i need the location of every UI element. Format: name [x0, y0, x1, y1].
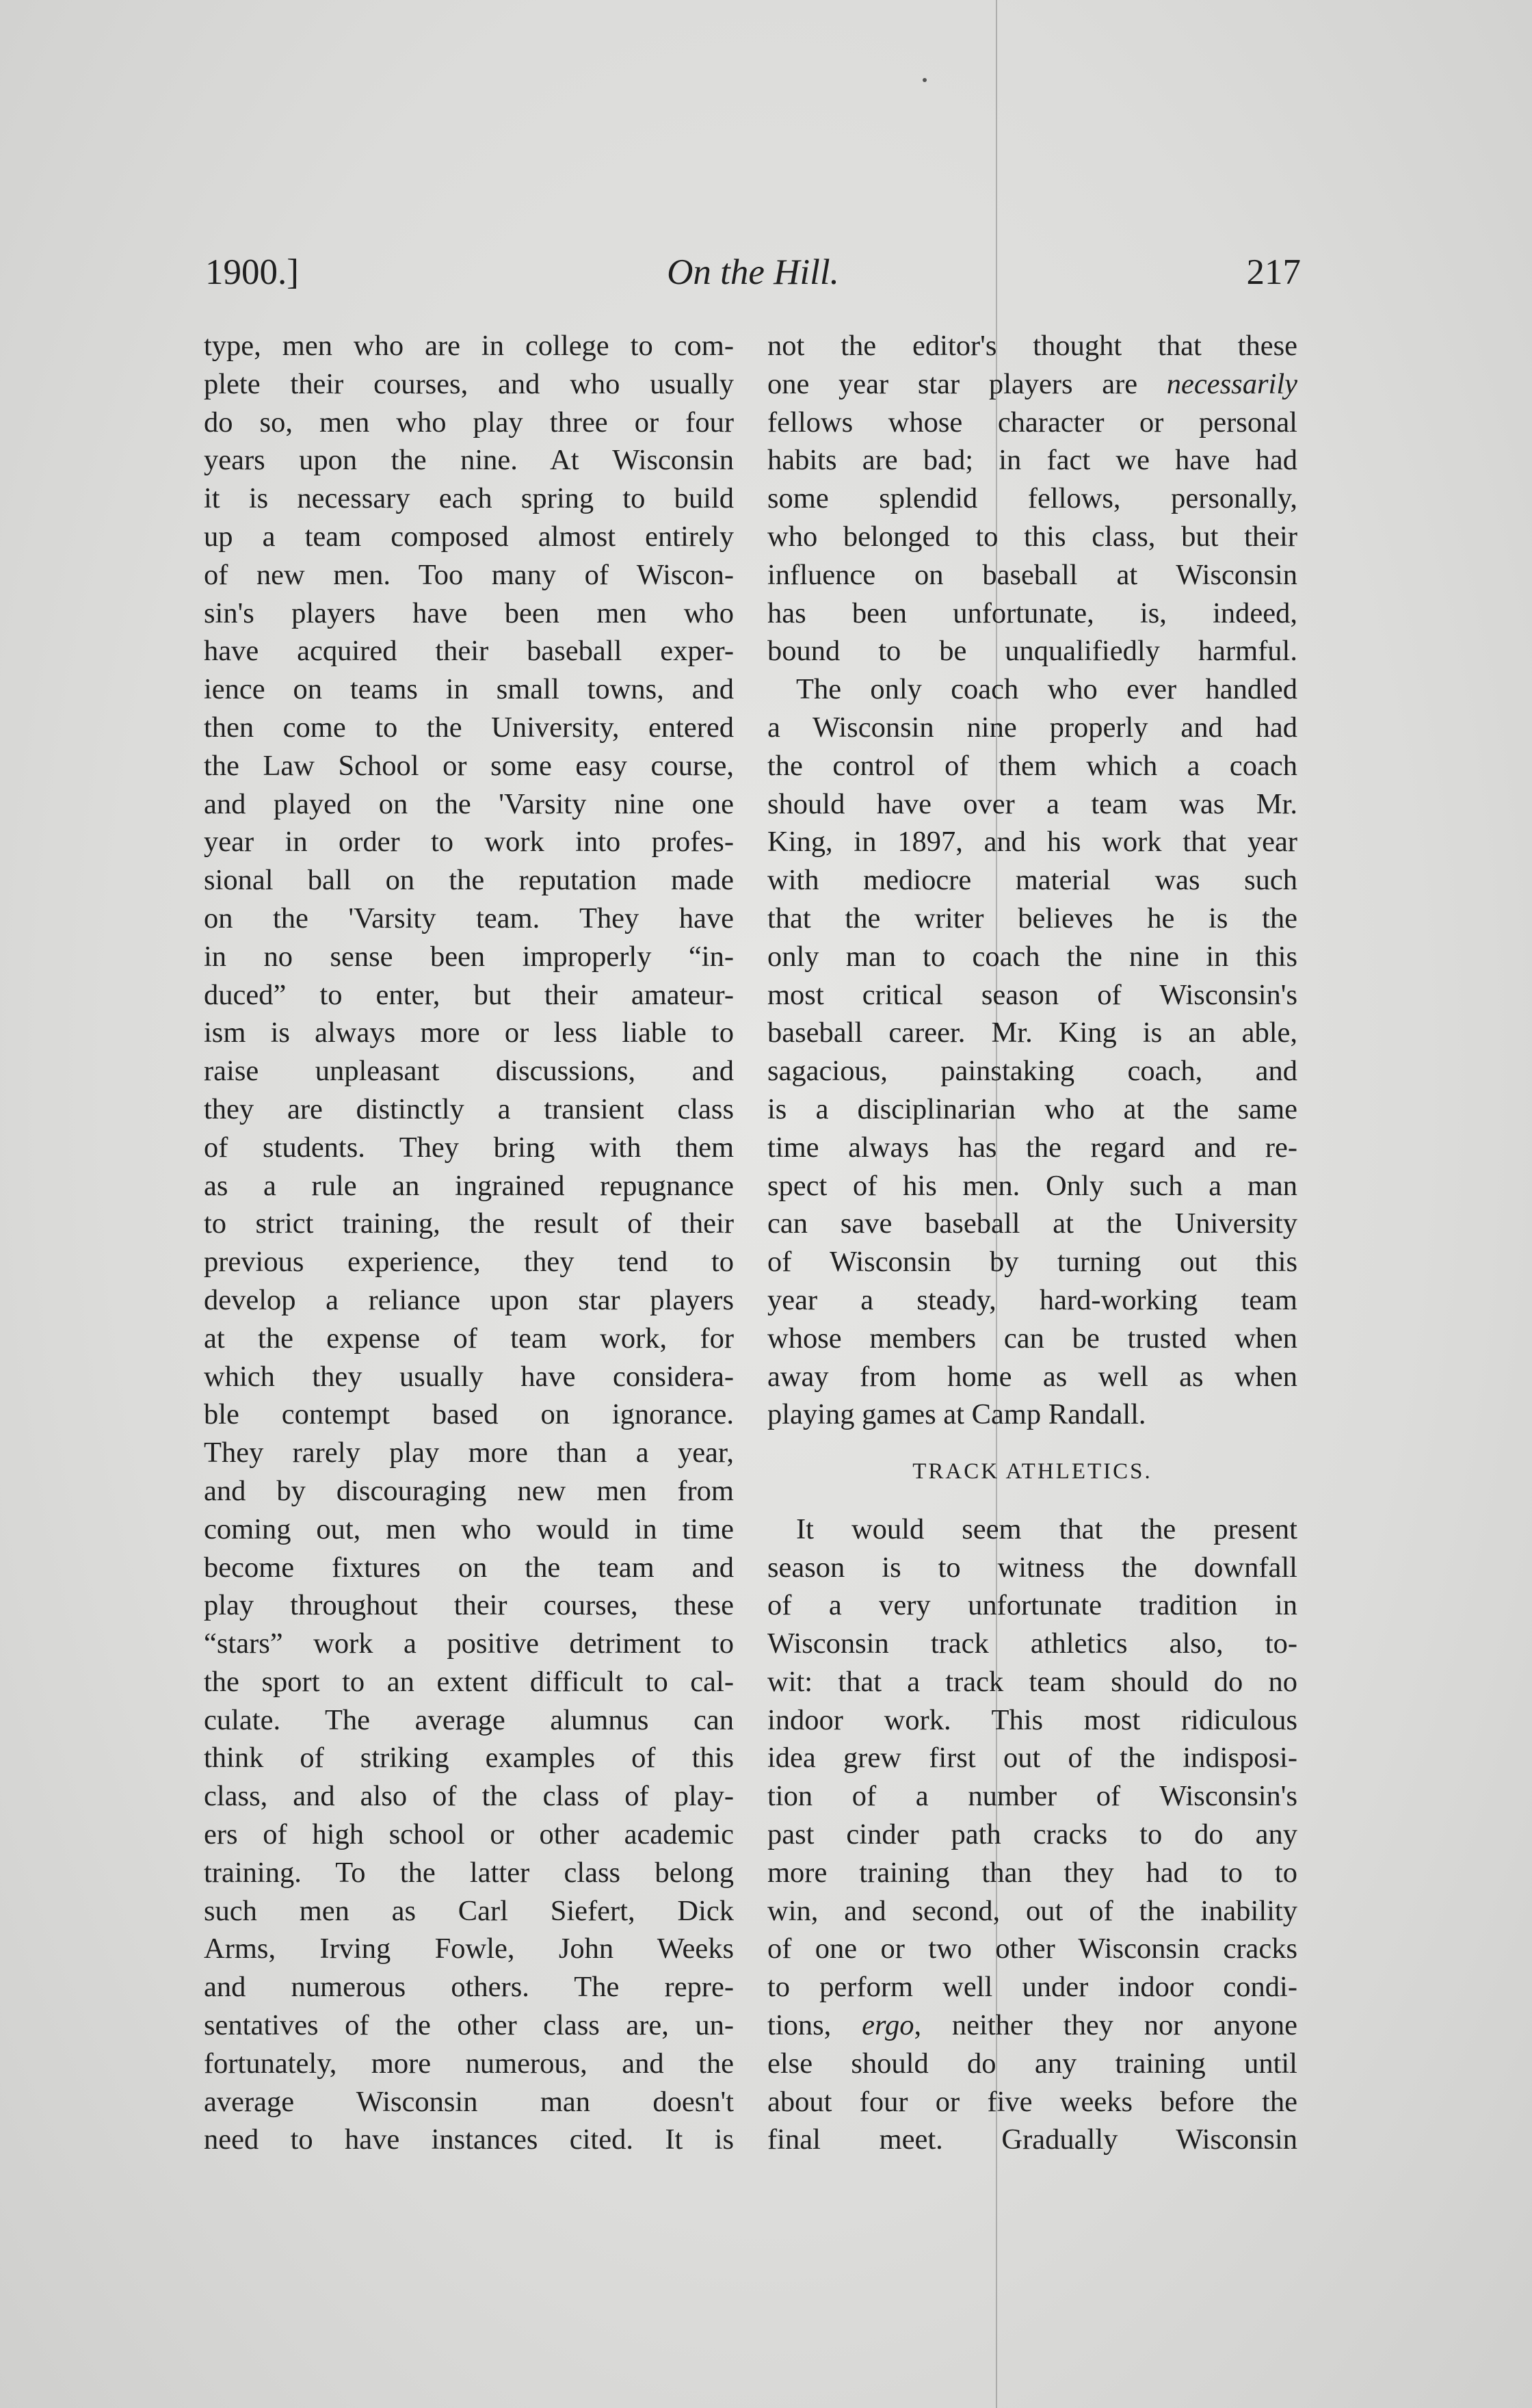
text-line: have acquired their baseball exper-: [204, 635, 734, 668]
text-line: playing games at Camp Randall.: [767, 1398, 1146, 1431]
header-title: On the Hill.: [667, 252, 839, 292]
running-header: [205, 252, 1301, 306]
text-line: is a disciplinarian who at the same: [767, 1092, 1297, 1125]
text-line: do so, men who play three or four: [204, 406, 734, 439]
text-line: win, and second, out of the inability: [767, 1894, 1297, 1927]
text-line: not the editor's thought that these: [767, 330, 1297, 362]
text-line: season is to witness the downfall: [767, 1551, 1297, 1584]
text-line: a Wisconsin nine properly and had: [767, 711, 1297, 744]
text-line: should have over a team was Mr.: [767, 787, 1297, 820]
text-line: duced” to enter, but their amateur-: [204, 978, 734, 1011]
text-line: about four or five weeks before the: [767, 2085, 1297, 2118]
text-line: past cinder path cracks to do any: [767, 1818, 1297, 1851]
text-line: of one or two other Wisconsin cracks: [767, 1933, 1297, 1965]
text-line: ers of high school or other academic: [204, 1818, 734, 1851]
text-line: years upon the nine. At Wisconsin: [204, 444, 734, 477]
text-line: tions, ergo, neither they nor anyone: [767, 2009, 1297, 2042]
text-line: it is necessary each spring to build: [204, 482, 734, 515]
text-line: fellows whose character or personal: [767, 406, 1297, 439]
text-line: “stars” work a positive detriment to: [204, 1627, 734, 1660]
header-year: 1900.]: [205, 252, 299, 292]
text-line: and numerous others. The repre-: [204, 1971, 734, 2004]
text-line: wit: that a track team should do no: [767, 1665, 1297, 1698]
text-line: to strict training, the result of their: [204, 1207, 734, 1240]
text-line: who belonged to this class, but their: [767, 520, 1297, 553]
text-line: on the 'Varsity team. They have: [204, 902, 734, 934]
text-line: King, in 1897, and his work that year: [767, 826, 1297, 859]
text-line: has been unfortunate, is, indeed,: [767, 597, 1297, 629]
text-line: year a steady, hard-working team: [767, 1283, 1297, 1316]
text-line: away from home as well as when: [767, 1360, 1297, 1393]
text-line: need to have instances cited. It is: [204, 2123, 734, 2156]
text-line: the sport to an extent difficult to cal-: [204, 1665, 734, 1698]
page-number: 217: [1246, 252, 1301, 292]
text-line: It would seem that the present: [796, 1513, 1297, 1545]
text-line: habits are bad; in fact we have had: [767, 444, 1297, 477]
text-line: average Wisconsin man doesn't: [204, 2085, 734, 2118]
text-line: only man to coach the nine in this: [767, 940, 1297, 973]
text-line: to perform well under indoor condi-: [767, 1971, 1297, 2004]
text-line: sin's players have been men who: [204, 597, 734, 629]
text-line: sentatives of the other class are, un-: [204, 2009, 734, 2042]
text-line: one year star players are necessarily: [767, 367, 1297, 400]
text-line: at the expense of team work, for: [204, 1322, 734, 1354]
text-line: training. To the latter class belong: [204, 1856, 734, 1889]
text-line: become fixtures on the team and: [204, 1551, 734, 1584]
text-line: the control of them which a coach: [767, 749, 1297, 782]
text-line: else should do any training until: [767, 2047, 1297, 2080]
left-column: [204, 327, 734, 2159]
text-line: and by discouraging new men from: [204, 1474, 734, 1507]
text-line: up a team composed almost entirely: [204, 520, 734, 553]
text-line: of a very unfortunate tradition in: [767, 1589, 1297, 1622]
text-line: of new men. Too many of Wiscon-: [204, 558, 734, 591]
text-line: the Law School or some easy course,: [204, 749, 734, 782]
text-line: sagacious, painstaking coach, and: [767, 1055, 1297, 1088]
text-line: Arms, Irving Fowle, John Weeks: [204, 1933, 734, 1965]
text-line: in no sense been improperly “in-: [204, 940, 734, 973]
text-line: final meet. Gradually Wisconsin: [767, 2123, 1297, 2156]
text-line: coming out, men who would in time: [204, 1513, 734, 1545]
text-line: previous experience, they tend to: [204, 1246, 734, 1279]
ink-speck: [923, 78, 927, 82]
text-line: culate. The average alumnus can: [204, 1703, 734, 1736]
text-line: ism is always more or less liable to: [204, 1017, 734, 1049]
text-line: that the writer believes he is the: [767, 902, 1297, 934]
text-line: class, and also of the class of play-: [204, 1780, 734, 1813]
text-line: of Wisconsin by turning out this: [767, 1246, 1297, 1279]
text-line: then come to the University, entered: [204, 711, 734, 744]
text-line: of students. They bring with them: [204, 1131, 734, 1164]
text-line: idea grew first out of the indisposi-: [767, 1742, 1297, 1775]
text-line: more training than they had to to: [767, 1856, 1297, 1889]
text-line: some splendid fellows, personally,: [767, 482, 1297, 515]
text-line: with mediocre material was such: [767, 864, 1297, 897]
text-line: develop a reliance upon star players: [204, 1283, 734, 1316]
text-line: can save baseball at the University: [767, 1207, 1297, 1240]
text-line: They rarely play more than a year,: [204, 1437, 734, 1469]
text-line: plete their courses, and who usually: [204, 367, 734, 400]
section-heading: TRACK ATHLETICS.: [912, 1459, 1152, 1484]
text-line: fortunately, more numerous, and the: [204, 2047, 734, 2080]
text-line: they are distinctly a transient class: [204, 1092, 734, 1125]
text-line: sional ball on the reputation made: [204, 864, 734, 897]
text-line: ience on teams in small towns, and: [204, 673, 734, 706]
text-line: time always has the regard and re-: [767, 1131, 1297, 1164]
text-line: baseball career. Mr. King is an able,: [767, 1017, 1297, 1049]
text-line: The only coach who ever handled: [796, 673, 1297, 706]
text-line: whose members can be trusted when: [767, 1322, 1297, 1354]
text-line: raise unpleasant discussions, and: [204, 1055, 734, 1088]
text-line: type, men who are in college to com-: [204, 330, 734, 362]
text-line: ble contempt based on ignorance.: [204, 1398, 734, 1431]
text-line: spect of his men. Only such a man: [767, 1169, 1297, 1202]
text-line: tion of a number of Wisconsin's: [767, 1780, 1297, 1813]
text-line: Wisconsin track athletics also, to-: [767, 1627, 1297, 1660]
text-line: which they usually have considera-: [204, 1360, 734, 1393]
text-line: most critical season of Wisconsin's: [767, 978, 1297, 1011]
text-line: such men as Carl Siefert, Dick: [204, 1894, 734, 1927]
text-line: indoor work. This most ridiculous: [767, 1703, 1297, 1736]
text-line: influence on baseball at Wisconsin: [767, 558, 1297, 591]
text-line: bound to be unqualifiedly harmful.: [767, 635, 1297, 668]
text-line: think of striking examples of this: [204, 1742, 734, 1775]
right-column: [767, 327, 1297, 2159]
text-line: play throughout their courses, these: [204, 1589, 734, 1622]
text-line: year in order to work into profes-: [204, 826, 734, 859]
text-line: as a rule an ingrained repugnance: [204, 1169, 734, 1202]
text-line: and played on the 'Varsity nine one: [204, 787, 734, 820]
